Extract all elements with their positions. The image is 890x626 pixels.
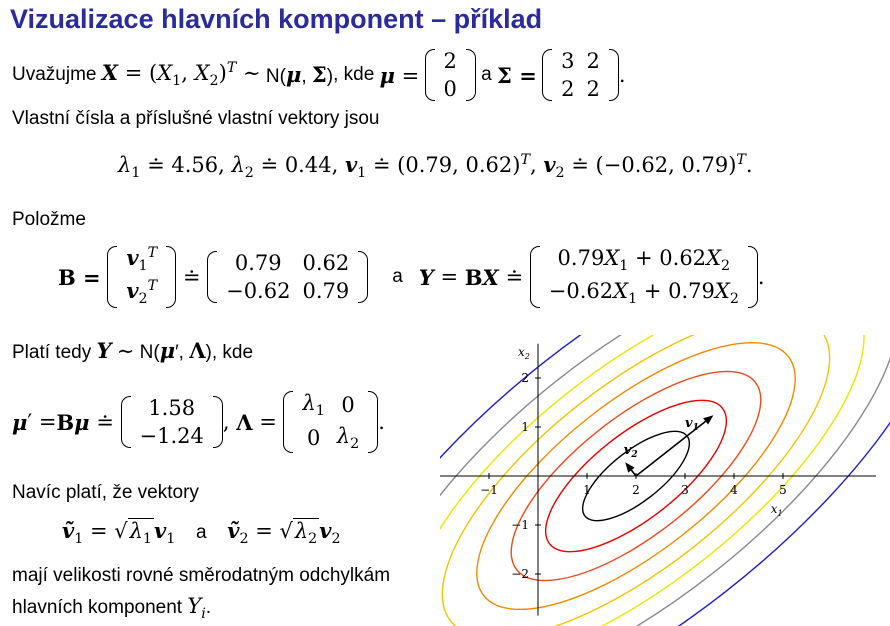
- sigma-matrix: [542, 47, 619, 104]
- mu-prime-line: μ ′ = B μ ≐ 1.58 −1.24 , Λ = $\lambda_1$ 0 0 $\lambda_2$ .: [12, 390, 385, 454]
- and-text: a: [392, 266, 403, 287]
- slide-title: Vizualizace hlavních komponent – příklad: [10, 4, 543, 34]
- v2-arrow: [631, 470, 636, 476]
- x-tick-label: −1: [480, 483, 498, 497]
- mu-prime-value: −1.24: [139, 424, 204, 448]
- b-label: B =: [58, 264, 101, 290]
- y-tick-label: −2: [511, 567, 529, 581]
- b-cell: −0.62: [226, 279, 291, 303]
- x-tick-label: 1: [583, 483, 591, 497]
- navic-text: Navíc platí, že vektory: [12, 482, 199, 503]
- y-tick-label: 2: [521, 371, 529, 385]
- contour-ellipse: [440, 335, 890, 626]
- mu-vector: [425, 47, 476, 104]
- y-matrix: [530, 244, 758, 310]
- b-numeric-matrix: [207, 249, 368, 306]
- sigma-cell: 3: [561, 48, 575, 73]
- kde-text: , kde: [333, 64, 375, 85]
- plati-line: Platí tedy Y ∼ N(μ′, Λ), kde: [12, 338, 254, 363]
- y-i-symbol: $Y_i$: [187, 594, 206, 623]
- axes: [440, 344, 876, 616]
- plati-suffix: , kde: [211, 342, 254, 363]
- b-definition: B = $v_1^T$ $v_2^T$ ≐ 0.79 0.62 −0.62 0.79 a Y = B X ≐ $0.79X_1 + 0.62X_2$ $-0.62X_1 + 0.79X_2$ .: [58, 245, 765, 309]
- v1-label: $v_1$: [685, 416, 699, 433]
- b-transpose-matrix: $v_1^T$ $v_2^T$: [107, 244, 176, 310]
- x-tick-label: 2: [632, 483, 640, 497]
- lambda-matrix: $\lambda_1$ 0 0 $\lambda_2$: [283, 389, 378, 455]
- v2-label: $v_2$: [623, 442, 638, 460]
- eigen-intro: Vlastní čísla a příslušné vlastní vektory jsou: [12, 108, 380, 129]
- v2-value: (−0.62, 0.79): [595, 153, 737, 177]
- sigma-cell: 2: [561, 77, 575, 101]
- b-cell: 0.62: [302, 250, 350, 275]
- scaled-vectors-formula: ṽ$_1$ = $√\lambda_1v_1$ a ṽ$_2$ = $√\lambda_2v_2$: [62, 518, 341, 548]
- x-tick-label: 5: [779, 483, 787, 497]
- x-axis-label: $x_1$: [770, 502, 783, 518]
- plati-prefix: Platí tedy: [12, 342, 92, 363]
- and-text: a: [481, 64, 492, 85]
- v1-value: (0.79, 0.62): [397, 153, 521, 177]
- contour-ellipses: [440, 335, 890, 626]
- y-axis-label: $x_2$: [518, 344, 530, 361]
- y-tick-label: −1: [511, 518, 529, 532]
- mu-prime-vector: [121, 394, 223, 451]
- and-text: a: [195, 522, 207, 543]
- b-cell: 0.79: [234, 250, 282, 275]
- y-tick-label: 1: [521, 420, 529, 434]
- definition-prefix: Uvažujme: [12, 64, 97, 85]
- distribution-label: N(μ, Σ): [265, 62, 334, 87]
- y-row: $0.79X_1 + 0.62X_2$: [557, 245, 731, 275]
- conclusion-text: hlavních komponent: [12, 597, 183, 618]
- lambda1-value: 4.56: [171, 153, 219, 177]
- mu-label: μ =: [379, 62, 420, 88]
- sigma-label: Σ =: [497, 62, 537, 88]
- contour-ellipse: [440, 335, 890, 626]
- x-tick-label: 4: [730, 483, 738, 497]
- conclusion-line-1: mají velikosti rovné směrodatným odchylkám: [12, 565, 391, 586]
- lambda-label: Λ: [236, 409, 253, 435]
- v2-arrowhead: [625, 462, 634, 472]
- sigma-cell: 2: [586, 77, 600, 101]
- eigen-formula: $\lambda_1$ ≐ 4.56, $\lambda_2$ ≐ 0.44, $v_1$ ≐ (0.79, 0.62)$^T$, $v_2$ ≐ (−0.62, 0.79)$^T$.: [118, 152, 753, 182]
- mu-value: 0: [443, 77, 457, 101]
- definition-line: [12, 44, 626, 106]
- y-label: Y: [418, 264, 434, 290]
- lambda2-value: 0.44: [284, 153, 332, 177]
- contour-plot: [440, 335, 890, 626]
- conclusion-line-2: hlavních komponent $Y_i$.: [12, 594, 212, 623]
- period: .: [618, 63, 626, 87]
- mu-prime-value: 1.58: [148, 395, 196, 420]
- y-row: $-0.62X_1 + 0.79X_2$: [548, 279, 739, 308]
- x-tick-label: 3: [681, 483, 689, 497]
- b-cell: 0.79: [302, 279, 350, 303]
- mu-value: 2: [443, 48, 457, 73]
- polozme-text: Položme: [12, 209, 86, 230]
- v1-arrowhead: [703, 415, 713, 424]
- sigma-cell: 2: [586, 48, 600, 73]
- x-vector-formula: $X = (X_1$, $X_2)^T$ ∼: [101, 60, 261, 90]
- contour-ellipse: [440, 335, 890, 626]
